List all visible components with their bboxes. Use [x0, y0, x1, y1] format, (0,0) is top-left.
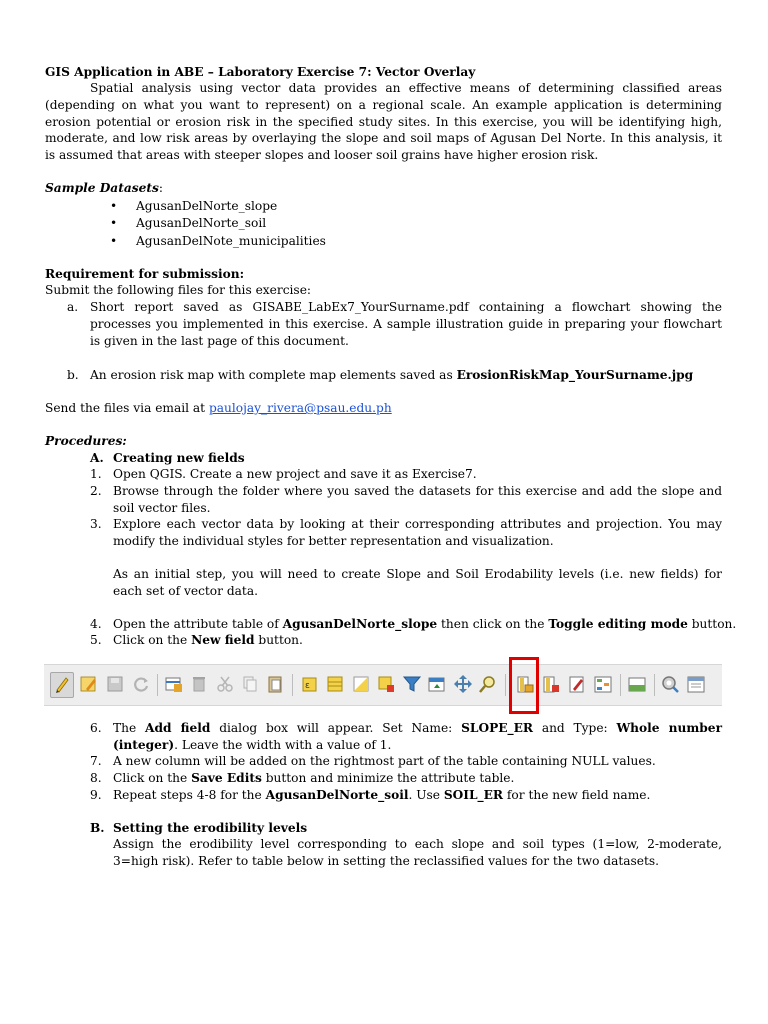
zoom-to-selected-icon: [477, 673, 499, 695]
list-marker: a.: [67, 300, 79, 314]
dataset-label: AgusanDelNorte_slope: [136, 199, 278, 213]
requirement-b-text: An erosion risk map with complete map elements saved as: [90, 368, 457, 382]
step-1: Open QGIS. Create a new project and save it as Exercise7.: [113, 467, 477, 481]
email-link[interactable]: paulojay_rivera@psau.edu.ph: [208, 401, 392, 415]
bullet-icon: •: [110, 216, 118, 230]
filter-icon: [401, 673, 423, 695]
add-field-label: Add field: [144, 721, 211, 735]
select-all-icon: [324, 673, 346, 695]
step-3-note: As an initial step, you will need to create Slope and Soil Erodability levels (i.e. new fields) for each set of vector data.: [113, 567, 722, 598]
step-4-text: button.: [687, 617, 737, 631]
invert-selection-button[interactable]: [350, 673, 372, 695]
pan-to-selected-icon: [452, 673, 474, 695]
toolbar-separator: [292, 674, 293, 696]
save-edits-button[interactable]: [104, 673, 126, 695]
step-number: 1.: [90, 467, 102, 481]
cut-button[interactable]: [214, 673, 236, 695]
conditional-format-button[interactable]: [592, 673, 614, 695]
requirement-heading: Requirement for submission:: [45, 267, 245, 281]
layer-name: AgusanDelNorte_slope: [282, 617, 438, 631]
step-number: 6.: [90, 721, 102, 735]
step-number: 3.: [90, 517, 102, 531]
select-all-button[interactable]: [324, 673, 346, 695]
reload-button[interactable]: [130, 673, 152, 695]
step-number: 4.: [90, 617, 102, 631]
section-b-marker: B.: [90, 821, 105, 835]
step-6-text: The: [113, 721, 145, 735]
delete-feature-icon: [188, 673, 210, 695]
bullet-icon: •: [110, 199, 118, 213]
step-5: [113, 632, 303, 649]
field-name-value: SOIL_ER: [443, 788, 504, 802]
multi-edit-button[interactable]: [78, 673, 100, 695]
toggle-editing-button[interactable]: [50, 672, 74, 698]
save-edits-icon: [104, 673, 126, 695]
pan-to-selected-button[interactable]: [452, 673, 474, 695]
dock-table-icon: [626, 673, 648, 695]
requirement-a: Short report saved as GISABE_LabEx7_YourSurname.pdf containing a flowchart showing the processes you implemented in this exercise. A sample illustration guide in preparing your flowchart is given in the last page of this document.: [90, 300, 722, 348]
requirement-b: [90, 367, 693, 384]
layer-name: AgusanDelNorte_soil: [265, 788, 409, 802]
conditional-format-icon: [592, 673, 614, 695]
datasets-heading-line: [45, 180, 163, 197]
svg-text:ε: ε: [305, 681, 310, 691]
datasets-heading: Sample Datasets: [45, 181, 159, 195]
move-to-top-button[interactable]: [426, 673, 448, 695]
form-view-icon: [685, 673, 707, 695]
toolbar-separator: [505, 674, 506, 696]
filter-button[interactable]: [401, 673, 423, 695]
toolbar-separator: [157, 674, 158, 696]
delete-field-button[interactable]: [540, 673, 562, 695]
copy-button[interactable]: [239, 673, 261, 695]
save-edits-label: Save Edits: [191, 771, 262, 785]
step-6: [113, 720, 722, 754]
step-6-text: . Leave the width with a value of 1.: [174, 737, 392, 752]
delete-feature-button[interactable]: [188, 673, 210, 695]
deselect-icon: [375, 673, 397, 695]
toolbar-separator: [654, 674, 655, 696]
step-8-text: button and minimize the attribute table.: [261, 771, 515, 785]
step-8: [113, 770, 514, 787]
list-marker: b.: [67, 368, 79, 382]
deselect-button[interactable]: [375, 673, 397, 695]
expression-select-button[interactable]: [299, 673, 321, 695]
dataset-label: AgusanDelNote_municipalities: [136, 234, 326, 248]
delete-field-icon: [540, 673, 562, 695]
bullet-icon: •: [110, 234, 118, 248]
send-line: [45, 400, 392, 417]
dataset-item: [110, 215, 266, 232]
section-b-text: Assign the erodibility level corresponding to each slope and soil types (1=low, 2-moderate, 3=high risk). Refer to table below in setting the reclassified values for the two datasets.: [113, 837, 722, 868]
step-4-text: then click on the: [437, 617, 549, 631]
intro-paragraph: Spatial analysis using vector data provides an effective means of determining classified areas (depending on what you want to represent) on a regional scale. An example application is determining erosion potential or erosion risk in the specified study sites. In this exercise, you will be identifying high, moderate, and low risk areas by overlaying the slope and soil maps of Agusan Del Norte. In this analysis, it is assumed that areas with steeper slopes and looser soil grains have higher erosion risk.: [45, 81, 722, 163]
actions-icon: [659, 673, 681, 695]
zoom-to-selected-button[interactable]: [477, 673, 499, 695]
add-feature-icon: [163, 673, 185, 695]
dataset-item: [110, 233, 326, 250]
dataset-item: [110, 198, 277, 215]
requirement-b-filename: ErosionRiskMap_YourSurname.jpg: [456, 368, 694, 382]
step-3: Explore each vector data by looking at their corresponding attributes and projection. You may modify the individual styles for better representation and visualization.: [113, 517, 722, 548]
section-a-marker: A.: [90, 451, 104, 465]
requirement-intro: Submit the following files for this exercise:: [45, 283, 312, 297]
paste-button[interactable]: [264, 673, 286, 695]
datasets-colon: :: [158, 181, 163, 195]
toggle-editing-icon: [51, 673, 73, 695]
send-text: Send the files via email at: [45, 401, 209, 415]
add-feature-button[interactable]: [163, 673, 185, 695]
reload-icon: [130, 673, 152, 695]
step-number: 2.: [90, 484, 102, 498]
new-field-highlight: [509, 657, 539, 714]
step-7: A new column will be added on the rightmost part of the table containing NULL values.: [113, 754, 656, 768]
step-4-text: Open the attribute table of: [113, 617, 283, 631]
dock-table-button[interactable]: [626, 673, 648, 695]
step-9-text: . Use: [408, 788, 444, 802]
step-2: Browse through the folder where you saved the datasets for this exercise and add the slope and soil vector files.: [113, 484, 722, 515]
step-9-text: Repeat steps 4-8 for the: [113, 788, 266, 802]
step-6-text: and Type:: [533, 721, 617, 735]
step-9-text: for the new field name.: [503, 788, 651, 802]
step-number: 8.: [90, 771, 102, 785]
step-5-text: Click on the: [113, 633, 192, 647]
expression-select-icon: [299, 673, 321, 695]
document-title: GIS Application in ABE – Laboratory Exercise 7: Vector Overlay: [45, 65, 476, 79]
copy-icon: [239, 673, 261, 695]
actions-button[interactable]: [659, 673, 681, 695]
move-to-top-icon: [426, 673, 448, 695]
toolbar-separator: [620, 674, 621, 696]
cut-icon: [214, 673, 236, 695]
attribute-table-toolbar: [44, 664, 722, 706]
procedures-heading: Procedures:: [45, 434, 127, 448]
invert-selection-icon: [350, 673, 372, 695]
field-type-value: Whole number (integer): [113, 721, 722, 752]
section-a-title: Creating new fields: [113, 451, 245, 465]
field-calculator-icon: [566, 673, 588, 695]
dataset-label: AgusanDelNorte_soil: [136, 216, 267, 230]
field-name-value: SLOPE_ER: [461, 721, 534, 735]
paste-icon: [264, 673, 286, 695]
step-9: [113, 787, 650, 804]
step-number: 7.: [90, 754, 102, 768]
new-field-label: New field: [191, 633, 255, 647]
step-4: [113, 616, 736, 633]
step-8-text: Click on the: [113, 771, 192, 785]
field-calculator-button[interactable]: [566, 673, 588, 695]
step-number: 5.: [90, 633, 102, 647]
form-view-button[interactable]: [685, 673, 707, 695]
step-6-text: dialog box will appear. Set Name:: [210, 721, 462, 735]
toggle-editing-label: Toggle editing mode: [548, 617, 688, 631]
step-number: 9.: [90, 788, 102, 802]
section-b-title: Setting the erodibility levels: [113, 821, 308, 835]
multi-edit-icon: [78, 673, 100, 695]
step-5-text: button.: [254, 633, 303, 647]
